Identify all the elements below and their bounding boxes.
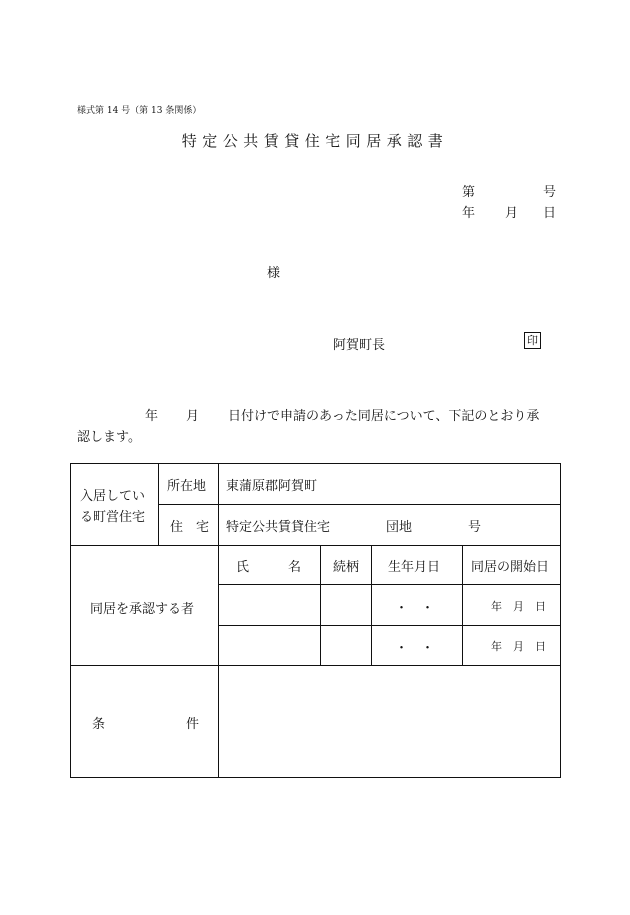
doc-number-suffix: 号 xyxy=(543,185,557,200)
unit-number-label: 号 xyxy=(468,520,482,535)
conditions-label-left: 条 xyxy=(92,717,106,732)
row2-start: 年 月 日 xyxy=(491,640,546,653)
approved-persons-label: 同居を承認する者 xyxy=(90,602,195,617)
conditions-label-right: 件 xyxy=(186,717,200,732)
housing-label: 住 宅 xyxy=(170,520,210,535)
col-relation-header: 続柄 xyxy=(333,560,360,575)
date-month: 月 xyxy=(505,206,519,221)
date-day: 日 xyxy=(543,206,557,221)
date-year: 年 xyxy=(462,206,476,221)
body-text-line2: 認します。 xyxy=(77,430,141,445)
form-number: 様式第 14 号（第 13 条関係） xyxy=(77,106,202,116)
danchi-label: 団地 xyxy=(386,520,413,535)
location-value: 東蒲原郡阿賀町 xyxy=(226,479,318,494)
col-start-header: 同居の開始日 xyxy=(471,560,550,575)
approval-table xyxy=(70,463,561,778)
housing-value: 特定公共賃貸住宅 xyxy=(226,520,331,535)
seal-mark: 印 xyxy=(524,332,541,349)
body-year: 年 xyxy=(145,409,159,424)
body-month: 月 xyxy=(186,409,200,424)
addressee-honorific: 様 xyxy=(267,266,281,281)
location-label: 所在地 xyxy=(167,479,207,494)
residence-label-1: 入居してい xyxy=(80,489,146,504)
row1-birth: ・ ・ xyxy=(395,601,435,616)
doc-number-prefix: 第 xyxy=(462,185,476,200)
row1-start: 年 月 日 xyxy=(491,600,546,613)
document-title: 特定公共賃貸住宅同居承認書 xyxy=(181,132,449,150)
issuer-title: 阿賀町長 xyxy=(333,338,386,353)
row2-birth: ・ ・ xyxy=(395,641,435,656)
body-text-line1: 日付けで申請のあった同居について、下記のとおり承 xyxy=(228,409,540,424)
residence-label-2: る町営住宅 xyxy=(80,510,146,525)
col-birth-header: 生年月日 xyxy=(388,560,441,575)
col-name-header: 氏 名 xyxy=(236,560,302,575)
